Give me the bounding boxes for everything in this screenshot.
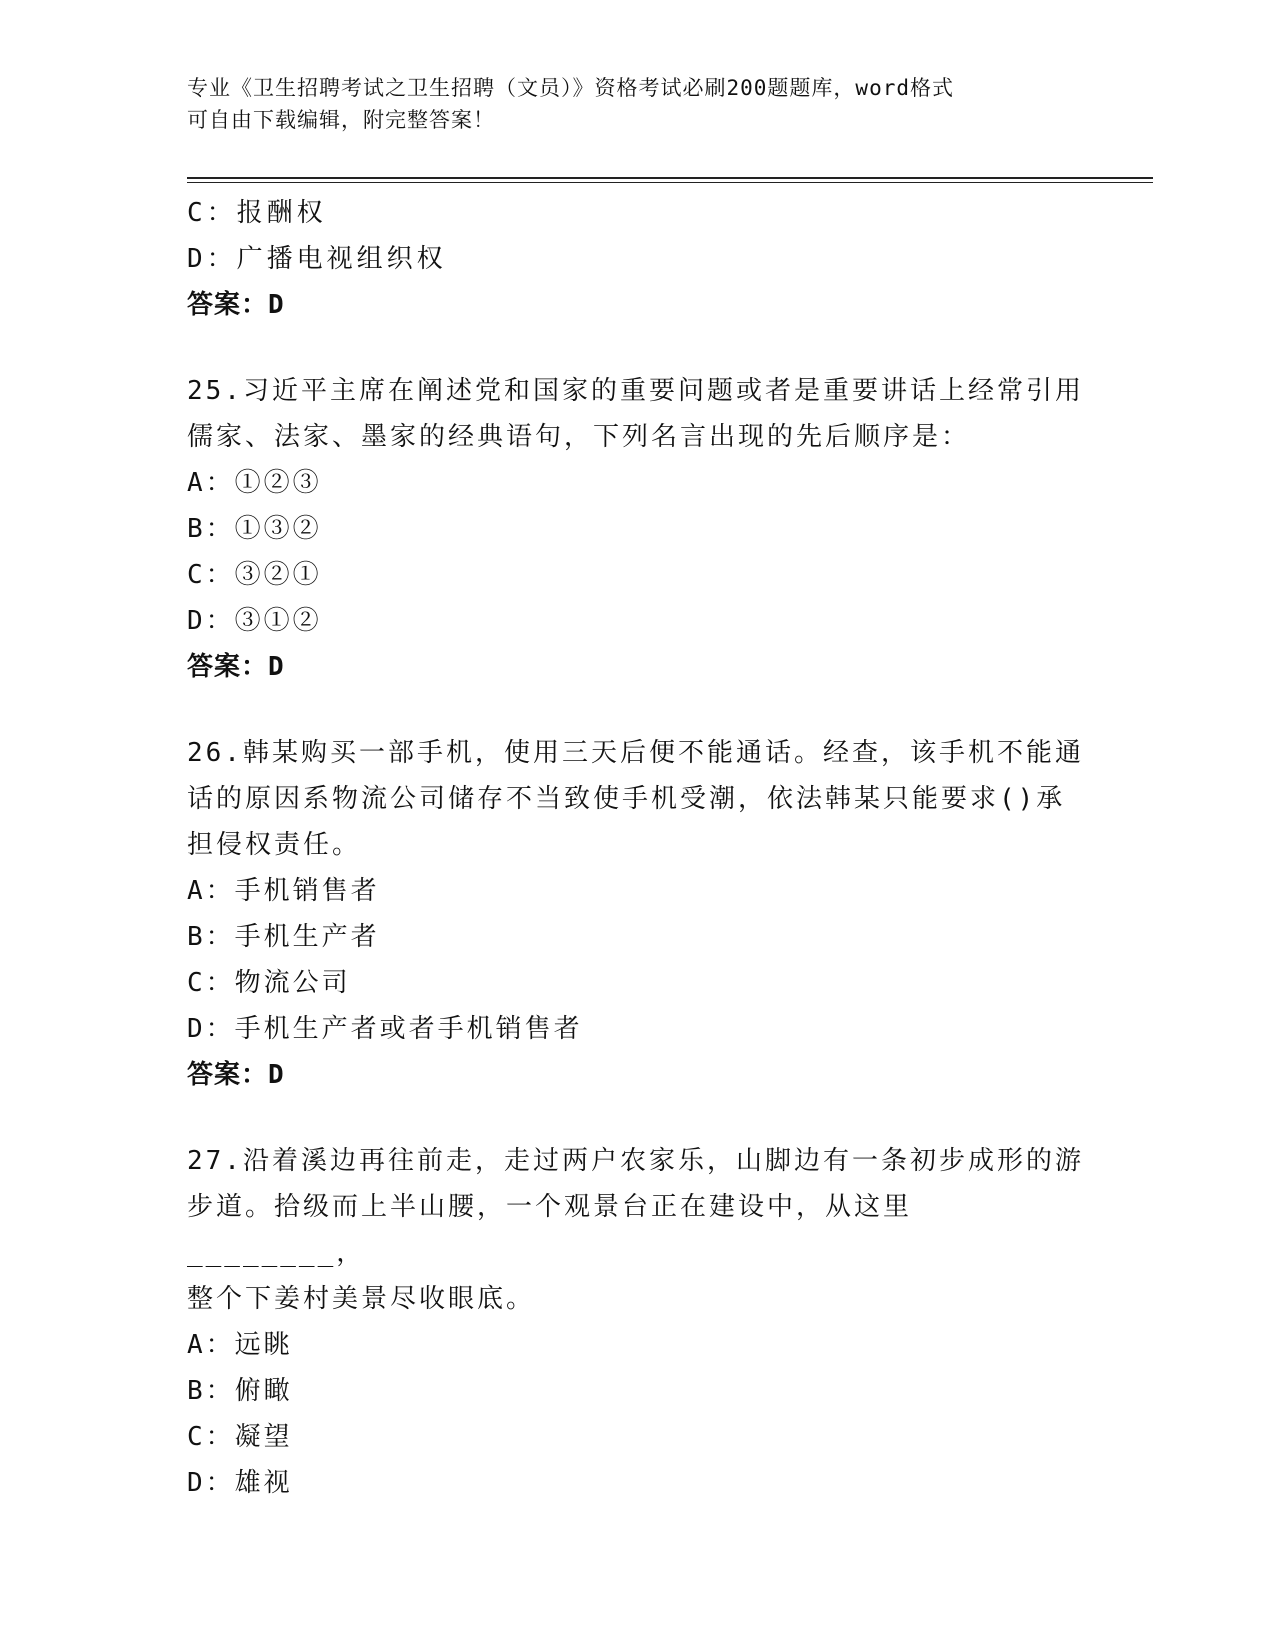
option-d: D：③①② [187,606,322,636]
answer-line: 答案：D [187,652,285,682]
option-b: B：俯瞰 [187,1376,293,1406]
option-d: D：雄视 [187,1468,293,1498]
option-c: C：③②① [187,560,322,590]
question-line: 话的原因系物流公司储存不当致使手机受潮，依法韩某只能要求()承 [187,784,1066,814]
question-25 [187,368,1087,690]
option-d: D：广播电视组织权 [187,244,447,274]
header-line-1: 专业《卫生招聘考试之卫生招聘（文员）》资格考试必刷200题题库，word格式 [187,76,954,100]
option-c: C：凝望 [187,1422,293,1452]
option-d: D：手机生产者或者手机销售者 [187,1014,583,1044]
question-line: 担侵权责任。 [187,830,362,860]
option-c: C：报酬权 [187,198,327,228]
question-text [187,1138,1087,1322]
question-24-continuation [187,190,1087,328]
question-line: 儒家、法家、墨家的经典语句，下列名言出现的先后顺序是： [187,422,971,452]
question-text [187,368,1087,460]
option-b: B：手机生产者 [187,922,380,952]
header-line-2: 可自由下载编辑，附完整答案！ [187,108,495,132]
answer-line: 答案：D [187,1060,285,1090]
question-line: 25.习近平主席在阐述党和国家的重要问题或者是重要讲话上经常引用 [187,376,1084,406]
question-27 [187,1138,1087,1506]
header-divider [187,177,1153,179]
document-header [187,72,1067,136]
option-b: B：①③② [187,514,322,544]
question-line: 27.沿着溪边再往前走，走过两户农家乐，山脚边有一条初步成形的游 [187,1146,1084,1176]
header-divider-thin [187,182,1153,183]
option-a: A：远眺 [187,1330,293,1360]
option-c: C：物流公司 [187,968,351,998]
document-body [187,190,1087,1506]
option-a: A：①②③ [187,468,322,498]
question-line: 步道。拾级而上半山腰，一个观景台正在建设中，从这里________， [187,1192,913,1268]
question-line: 整个下姜村美景尽收眼底。 [187,1284,536,1314]
question-26 [187,730,1087,1098]
question-line: 26.韩某购买一部手机，使用三天后便不能通话。经查，该手机不能通 [187,738,1084,768]
option-a: A：手机销售者 [187,876,380,906]
question-text [187,730,1087,868]
answer-line: 答案：D [187,290,285,320]
